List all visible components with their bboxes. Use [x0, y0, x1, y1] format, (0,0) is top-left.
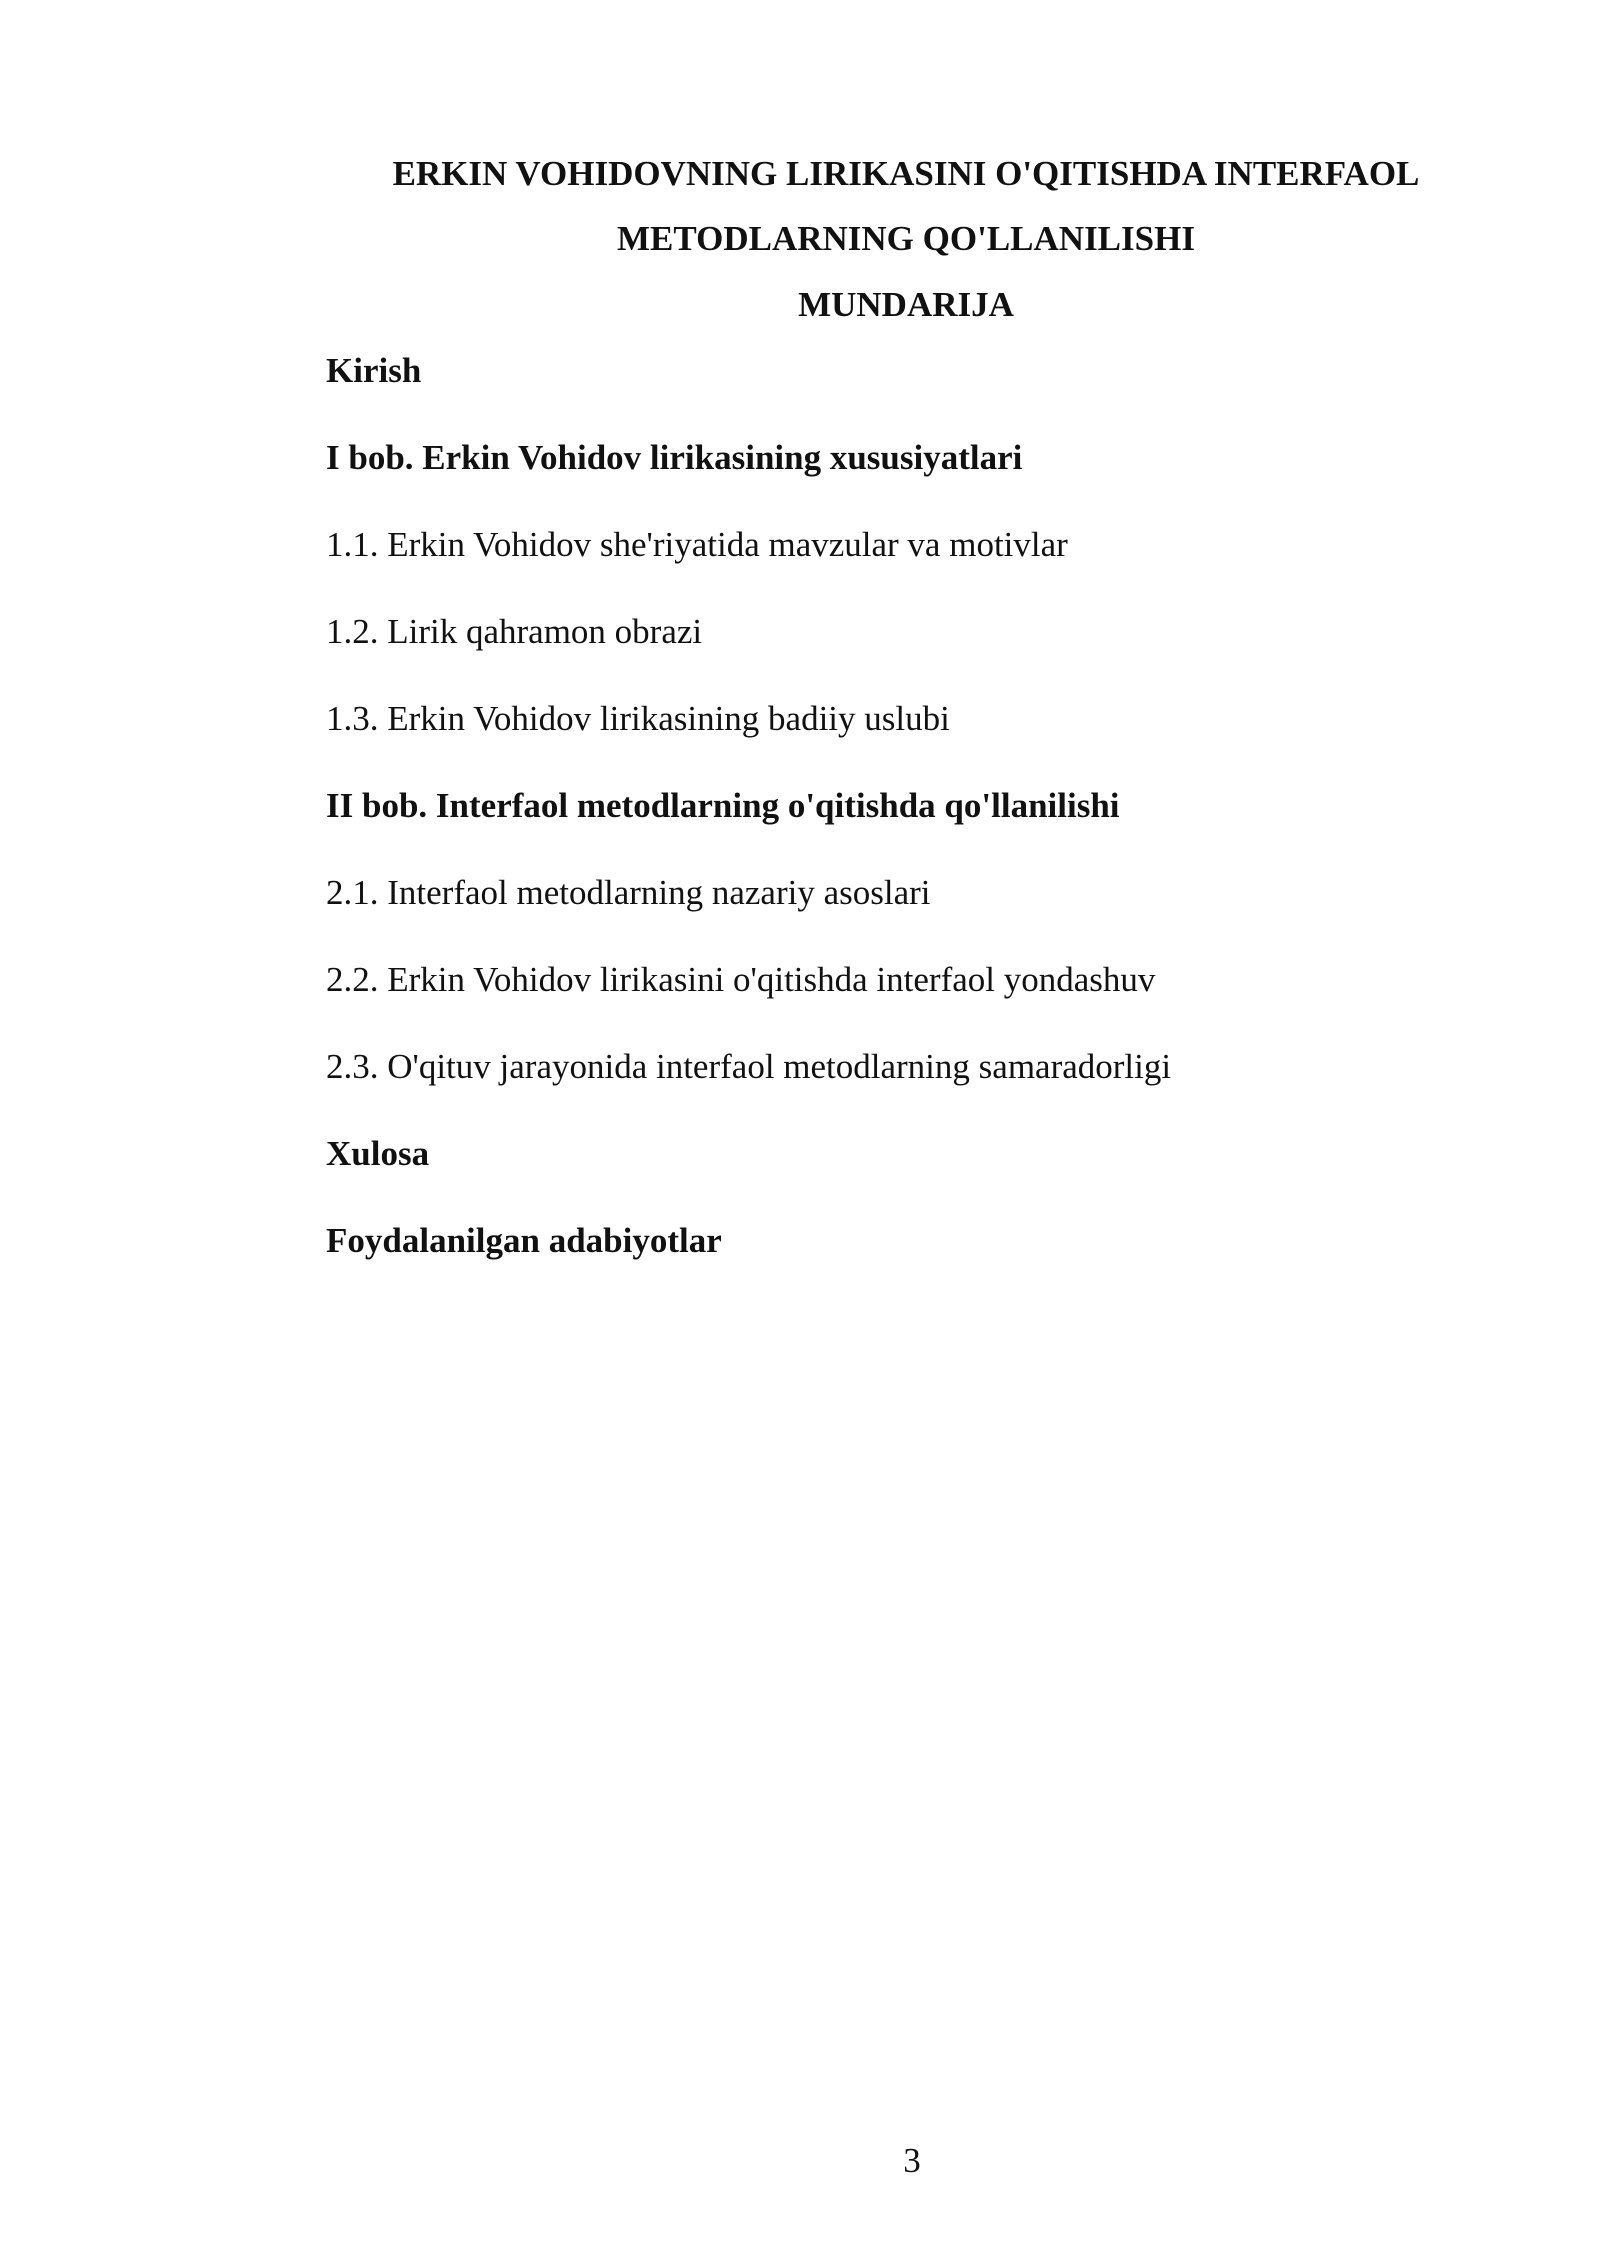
toc-entry-chapter-1: I bob. Erkin Vohidov lirikasining xususiyatlari — [326, 438, 1023, 477]
toc-entry-section-2-3: 2.3. O'qituv jarayonida interfaol metodlarning samaradorligi — [326, 1047, 1172, 1086]
toc-entry-chapter-2: II bob. Interfaol metodlarning o'qitishda qo'llanilishi — [326, 786, 1120, 825]
document-title-line-2: METODLARNING QO'LLANILISHI — [617, 219, 1195, 258]
page-number: 3 — [903, 2141, 921, 2180]
toc-entry-introduction: Kirish — [326, 351, 422, 390]
toc-entry-section-2-2: 2.2. Erkin Vohidov lirikasini o'qitishda interfaol yondashuv — [326, 960, 1156, 999]
toc-entry-section-1-3: 1.3. Erkin Vohidov lirikasining badiiy uslubi — [326, 699, 950, 738]
toc-entry-section-1-1: 1.1. Erkin Vohidov she'riyatida mavzular va motivlar — [326, 525, 1068, 564]
toc-entry-references: Foydalanilgan adabiyotlar — [326, 1221, 722, 1260]
toc-entry-section-1-2: 1.2. Lirik qahramon obrazi — [326, 612, 703, 651]
toc-entry-section-2-1: 2.1. Interfaol metodlarning nazariy asoslari — [326, 873, 931, 912]
toc-entry-conclusion: Xulosa — [326, 1134, 430, 1173]
document-title-line-1: ERKIN VOHIDOVNING LIRIKASINI O'QITISHDA INTERFAOL — [392, 154, 1420, 193]
contents-heading: MUNDARIJA — [798, 285, 1014, 324]
table-of-contents — [326, 350, 1486, 1307]
